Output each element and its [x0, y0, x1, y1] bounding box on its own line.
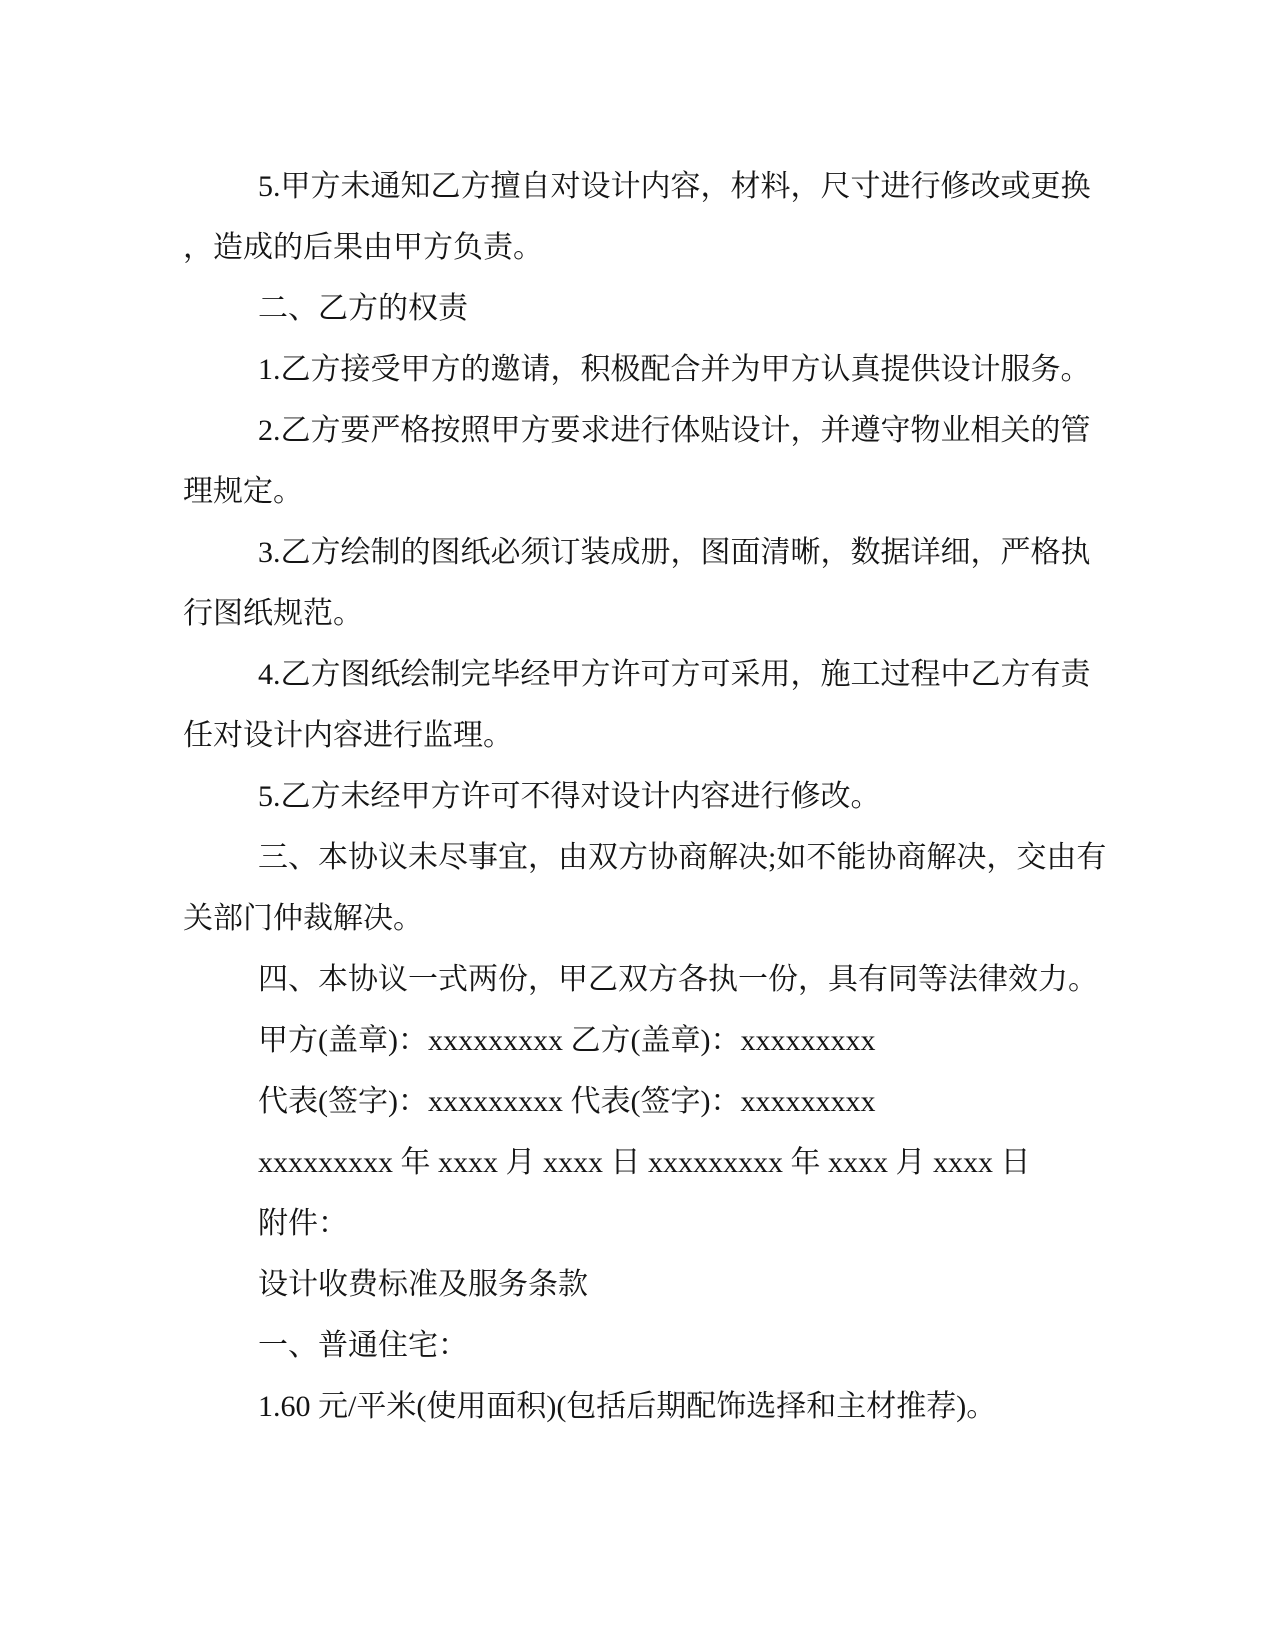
text-line: 1.60 元/平米(使用面积)(包括后期配饰选择和主材推荐)。 [258, 1390, 997, 1423]
text-line: 任对设计内容进行监理。 [183, 719, 513, 752]
text-line: 1.乙方接受甲方的邀请，积极配合并为甲方认真提供设计服务。 [258, 353, 1091, 386]
text-line: 2.乙方要严格按照甲方要求进行体贴设计，并遵守物业相关的管 [258, 414, 1091, 447]
text-line: 三、本协议未尽事宜，由双方协商解决;如不能协商解决，交由有 [258, 841, 1107, 874]
text-line: 设计收费标准及服务条款 [258, 1268, 588, 1301]
text-line: 甲方(盖章)：xxxxxxxxx 乙方(盖章)：xxxxxxxxx [258, 1024, 876, 1057]
text-line: 4.乙方图纸绘制完毕经甲方许可方可采用，施工过程中乙方有责 [258, 658, 1091, 691]
text-line: xxxxxxxxx 年 xxxx 月 xxxx 日 xxxxxxxxx 年 xxxx 月 xxxx 日 [258, 1146, 1031, 1179]
text-line: 理规定。 [183, 475, 303, 508]
text-line: 二、乙方的权责 [258, 292, 468, 325]
text-line: 一、普通住宅： [258, 1329, 468, 1362]
text-line: 代表(签字)：xxxxxxxxx 代表(签字)：xxxxxxxxx [258, 1085, 876, 1118]
text-line: 行图纸规范。 [183, 597, 363, 630]
text-line: 附件： [258, 1207, 348, 1240]
document-content [183, 156, 1133, 1437]
text-line: 四、本协议一式两份，甲乙双方各执一份，具有同等法律效力。 [258, 963, 1098, 996]
text-line: 关部门仲裁解决。 [183, 902, 423, 935]
text-line: 5.甲方未通知乙方擅自对设计内容，材料，尺寸进行修改或更换 [258, 170, 1091, 203]
text-line: 5.乙方未经甲方许可不得对设计内容进行修改。 [258, 780, 881, 813]
text-line: ，造成的后果由甲方负责。 [183, 231, 543, 264]
text-line: 3.乙方绘制的图纸必须订装成册，图面清晰，数据详细，严格执 [258, 536, 1091, 569]
